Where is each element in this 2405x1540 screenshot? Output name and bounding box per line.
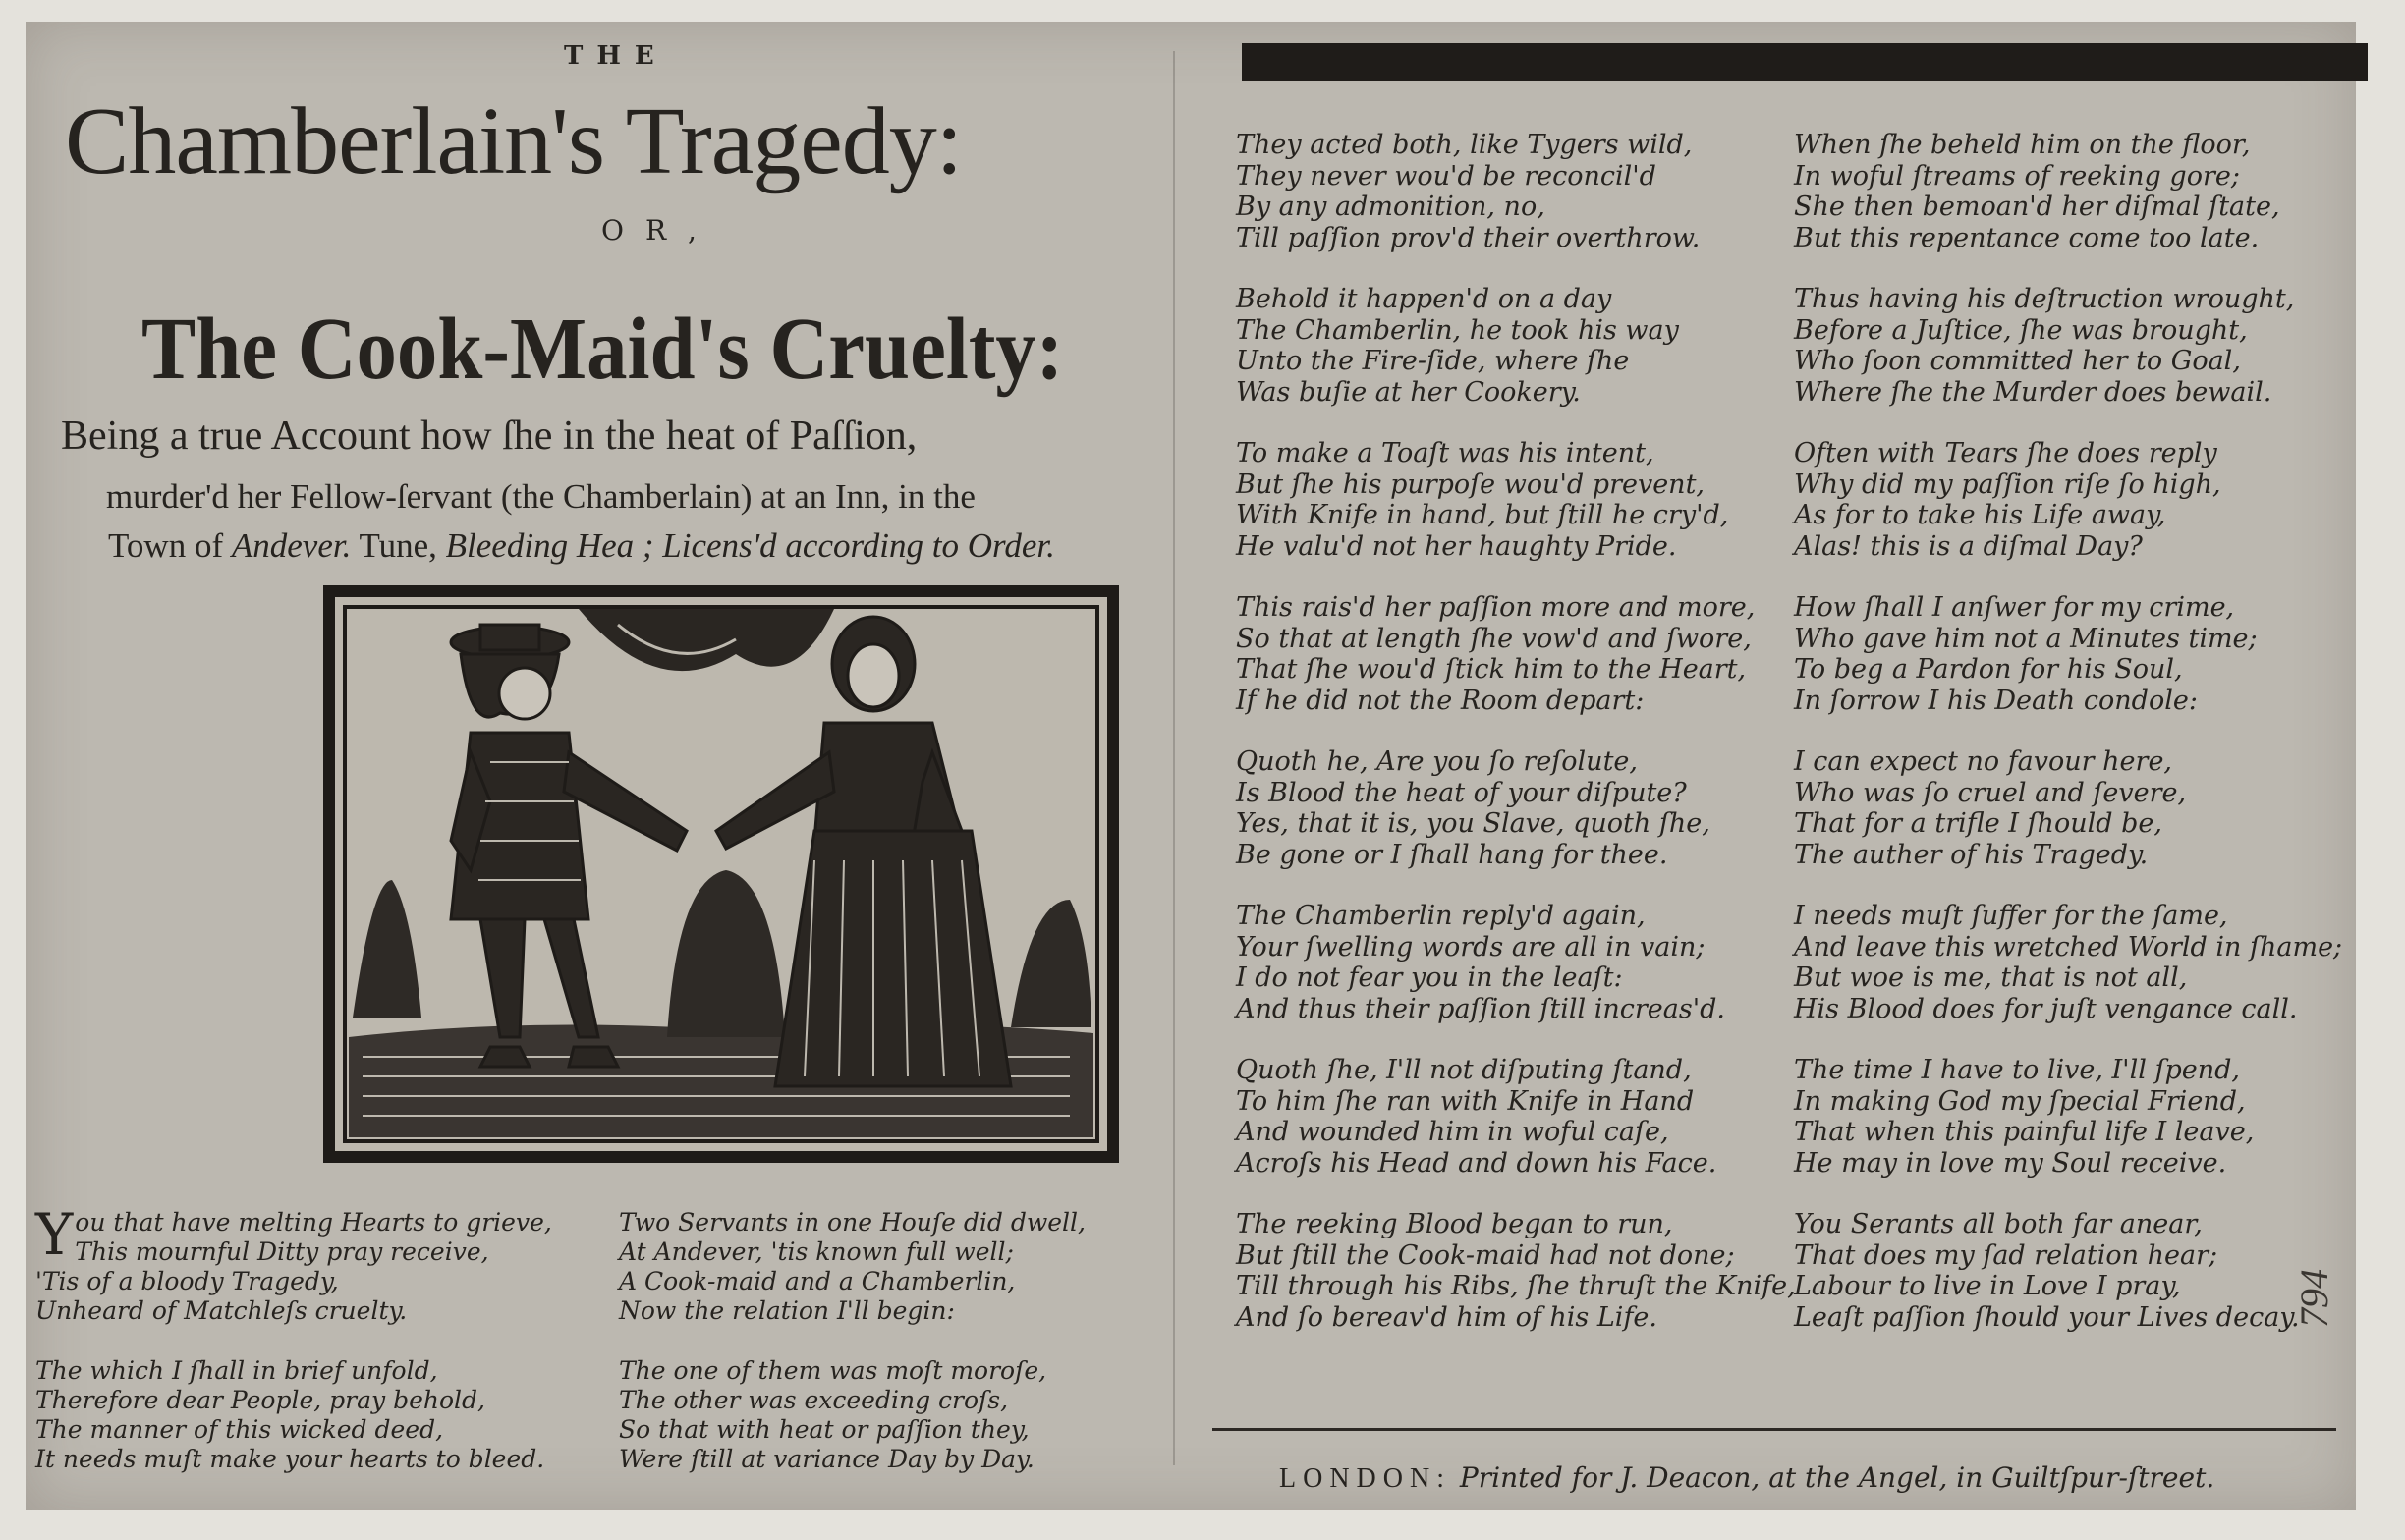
verse-line: Is Blood the heat of your diſpute?: [1236, 777, 1687, 808]
verse-line: The time I have to live, I'll ſpend,: [1794, 1055, 2240, 1085]
verse-line: His Blood does for juſt vengance call.: [1794, 993, 2298, 1024]
verse-line: I do not fear you in the leaſt:: [1236, 962, 1623, 993]
stanza: [1236, 592, 1796, 716]
verse-line: Was buſie at her Cookery.: [1236, 376, 1581, 408]
stanza: [1794, 1209, 2342, 1333]
verse-line: So that at length ſhe vow'd and ſwore,: [1236, 623, 1752, 654]
description-line-1: Being a true Account how ſhe in the heat of Paſſion,: [61, 413, 918, 459]
stanza: [35, 1356, 552, 1474]
verse-line: Who gave him not a Minutes time;: [1794, 623, 2258, 654]
stanza: [1794, 592, 2342, 716]
subtitle: The Cook-Maid's Cruelty:: [141, 301, 1064, 398]
verse-line: In ſorrow I his Death condole:: [1794, 685, 2198, 716]
verse-line: And ſo bereav'd him of his Life.: [1236, 1301, 1657, 1333]
desc-tune-label: Tune,: [351, 526, 446, 565]
stanza: [1236, 130, 1796, 253]
verse-line: The auther of his Tragedy.: [1794, 839, 2149, 870]
verse-line: But this repentance come too late.: [1794, 222, 2260, 253]
stanza: [1794, 746, 2342, 870]
verse-line: To make a Toaſt was his intent,: [1236, 438, 1654, 468]
verse-line: So that with heat or paſſion they,: [619, 1415, 1030, 1444]
verse-line: In woful ſtreams of reeking gore;: [1794, 160, 2240, 192]
verse-line: Now the relation I'll begin:: [619, 1296, 955, 1325]
verse-line: Unheard of Matchleſs cruelty.: [35, 1296, 408, 1325]
shelfmark-annotation: 794: [2292, 1269, 2336, 1328]
verse-line: That does my ſad relation hear;: [1794, 1239, 2218, 1271]
verse-line: Quoth he, Are you ſo reſolute,: [1236, 746, 1638, 777]
verse-line: When ſhe beheld him on the floor,: [1794, 130, 2251, 160]
verse-line: Who was ſo cruel and ſevere,: [1794, 777, 2187, 808]
verse-line: And wounded him in woful caſe,: [1236, 1117, 1669, 1147]
verse-line: You Serants all both far anear,: [1794, 1209, 2203, 1239]
verse-line: But woe is me, that is not all,: [1794, 962, 2188, 993]
verse-column-bottom-left: [35, 1201, 552, 1505]
verse-line: This mournful Ditty pray receive,: [75, 1238, 489, 1266]
verse-line: He may in love my Soul receive.: [1794, 1147, 2227, 1179]
verse-column-right-b: [1794, 130, 2342, 1363]
stanza: [1236, 1055, 1796, 1179]
verse-line: Acroſs his Head and down his Face.: [1236, 1147, 1717, 1179]
verse-line: Labour to live in Love I pray,: [1794, 1271, 2181, 1301]
woodcut-illustration: [323, 585, 1119, 1163]
verse-line: Yes, that it is, you Slave, quoth ſhe,: [1236, 808, 1710, 839]
imprint-city: LONDON:: [1279, 1463, 1451, 1494]
verse-line: Where ſhe the Murder does bewail.: [1794, 376, 2272, 408]
verse-line: At Andever, 'tis known full well;: [619, 1238, 1014, 1266]
verse-line: Who ſoon committed her to Goal,: [1794, 346, 2241, 376]
description-line-2: murder'd her Fellow-ſervant (the Chamberlain) at an Inn, in the: [106, 477, 976, 516]
column-separator: [1173, 51, 1175, 1465]
verse-line: In making God my ſpecial Friend,: [1794, 1085, 2246, 1117]
stanza: [35, 1201, 552, 1326]
stanza: [1236, 901, 1796, 1024]
imprint-text: Printed for J. Deacon, at the Angel, in Guiltſpur-ſtreet.: [1451, 1461, 2215, 1494]
verse-line: The Chamberlin reply'd again,: [1236, 901, 1646, 931]
verse-line: Before a Juſtice, ſhe was brought,: [1794, 314, 2248, 346]
stanza: [1236, 1209, 1796, 1333]
verse-line: That ſhe wou'd ſtick him to the Heart,: [1236, 654, 1747, 685]
verse-line: Quoth ſhe, I'll not diſputing ſtand,: [1236, 1055, 1692, 1085]
verse-line: This rais'd her paſſion more and more,: [1236, 592, 1756, 623]
verse-line: The one of them was moſt moroſe,: [619, 1356, 1047, 1385]
verse-line: The reeking Blood began to run,: [1236, 1209, 1673, 1239]
verse-line: How ſhall I anſwer for my crime,: [1794, 592, 2235, 623]
title-or: OR,: [601, 214, 718, 247]
verse-line: Till paſſion prov'd their overthrow.: [1236, 222, 1701, 253]
verse-line: And leave this wretched World in ſhame;: [1794, 931, 2343, 962]
stanza: [1236, 284, 1796, 408]
stanza: [1236, 438, 1796, 562]
verse-line: 'Tis of a bloody Tragedy,: [35, 1267, 339, 1295]
stanza: [1794, 284, 2342, 408]
verse-column-right-a: [1236, 130, 1796, 1363]
verse-line: Leaſt paſſion ſhould your Lives decay.: [1794, 1301, 2300, 1333]
verse-line: By any admonition, no,: [1236, 192, 1545, 222]
drop-cap: Y: [35, 1201, 74, 1268]
stanza: [1794, 901, 2342, 1024]
verse-line: To beg a Pardon for his Soul,: [1794, 654, 2183, 685]
verse-line: As for to take his Life away,: [1794, 500, 2166, 530]
verse-line: Till through his Ribs, ſhe thruſt the Knife,: [1236, 1271, 1796, 1301]
verse-line: Often with Tears ſhe does reply: [1794, 438, 2217, 468]
verse-line: I needs muſt ſuffer for the ſame,: [1794, 901, 2228, 931]
desc-town: Andever.: [231, 526, 352, 565]
verse-line: A Cook-maid and a Chamberlin,: [619, 1267, 1016, 1295]
decorative-black-bar: [1242, 43, 2368, 81]
stanza: [1236, 746, 1796, 870]
verse-line: She then bemoan'd her diſmal ſtate,: [1794, 192, 2280, 222]
verse-line: The which I ſhall in brief unfold,: [35, 1356, 438, 1385]
verse-line: Were ſtill at variance Day by Day.: [619, 1445, 1035, 1473]
verse-line: They acted both, like Tygers wild,: [1236, 130, 1693, 160]
printer-imprint: [1279, 1461, 2214, 1495]
main-title: Chamberlain's Tragedy:: [65, 88, 962, 194]
desc-town-label: Town of: [108, 526, 232, 565]
verse-line: He valu'd not her haughty Pride.: [1236, 530, 1677, 562]
verse-line: They never wou'd be reconcil'd: [1236, 160, 1656, 192]
verse-column-bottom-middle: [619, 1208, 1086, 1505]
verse-line: The Chamberlin, he took his way: [1236, 314, 1679, 346]
verse-line: Therefore dear People, pray behold,: [35, 1386, 485, 1414]
desc-licence: ; Licens'd according to Order.: [634, 526, 1055, 565]
stanza: [1794, 438, 2342, 562]
verse-line: And thus their paſſion ſtill increas'd.: [1236, 993, 1725, 1024]
verse-line: But ſhe his purpoſe wou'd prevent,: [1236, 468, 1706, 500]
desc-tune: Bleeding Hea: [445, 526, 635, 565]
stanza: [619, 1208, 1086, 1326]
verse-line: It needs muſt make your hearts to bleed.: [35, 1445, 545, 1473]
verse-line: But ſtill the Cook-maid had not done;: [1236, 1239, 1735, 1271]
verse-line: Your ſwelling words are all in vain;: [1236, 931, 1706, 962]
verse-line-text: ou that have melting Hearts to grieve,: [75, 1208, 552, 1237]
verse-line: That for a trifle I ſhould be,: [1794, 808, 2162, 839]
stanza: [1794, 1055, 2342, 1179]
verse-line: I can expect no favour here,: [1794, 746, 2173, 777]
verse-line: Be gone or I ſhall hang for thee.: [1236, 839, 1668, 870]
stanza: [1794, 130, 2342, 253]
verse-line: To him ſhe ran with Knife in Hand: [1236, 1085, 1695, 1117]
verse-line: If he did not the Room depart:: [1236, 685, 1645, 716]
verse-line: Unto the Fire-ſide, where ſhe: [1236, 346, 1630, 376]
verse-line: Alas! this is a diſmal Day?: [1794, 530, 2143, 562]
stanza: [619, 1356, 1086, 1474]
verse-line: Two Servants in one Houſe did dwell,: [619, 1208, 1086, 1237]
verse-line: Behold it happen'd on a day: [1236, 284, 1612, 314]
verse-line: Thus having his deſtruction wrought,: [1794, 284, 2295, 314]
broadside-sheet: [26, 22, 2356, 1510]
verse-line: Why did my paſſion riſe ſo high,: [1794, 468, 2221, 500]
verse-line: That when this painful life I leave,: [1794, 1117, 2255, 1147]
description-line-3: [108, 526, 1055, 566]
verse-line: The other was exceeding croſs,: [619, 1386, 1009, 1414]
verse-line: With Knife in hand, but ſtill he cry'd,: [1236, 500, 1729, 530]
title-the: THE: [564, 41, 668, 71]
verse-line: The manner of this wicked deed,: [35, 1415, 444, 1444]
imprint-rule: [1212, 1428, 2336, 1431]
